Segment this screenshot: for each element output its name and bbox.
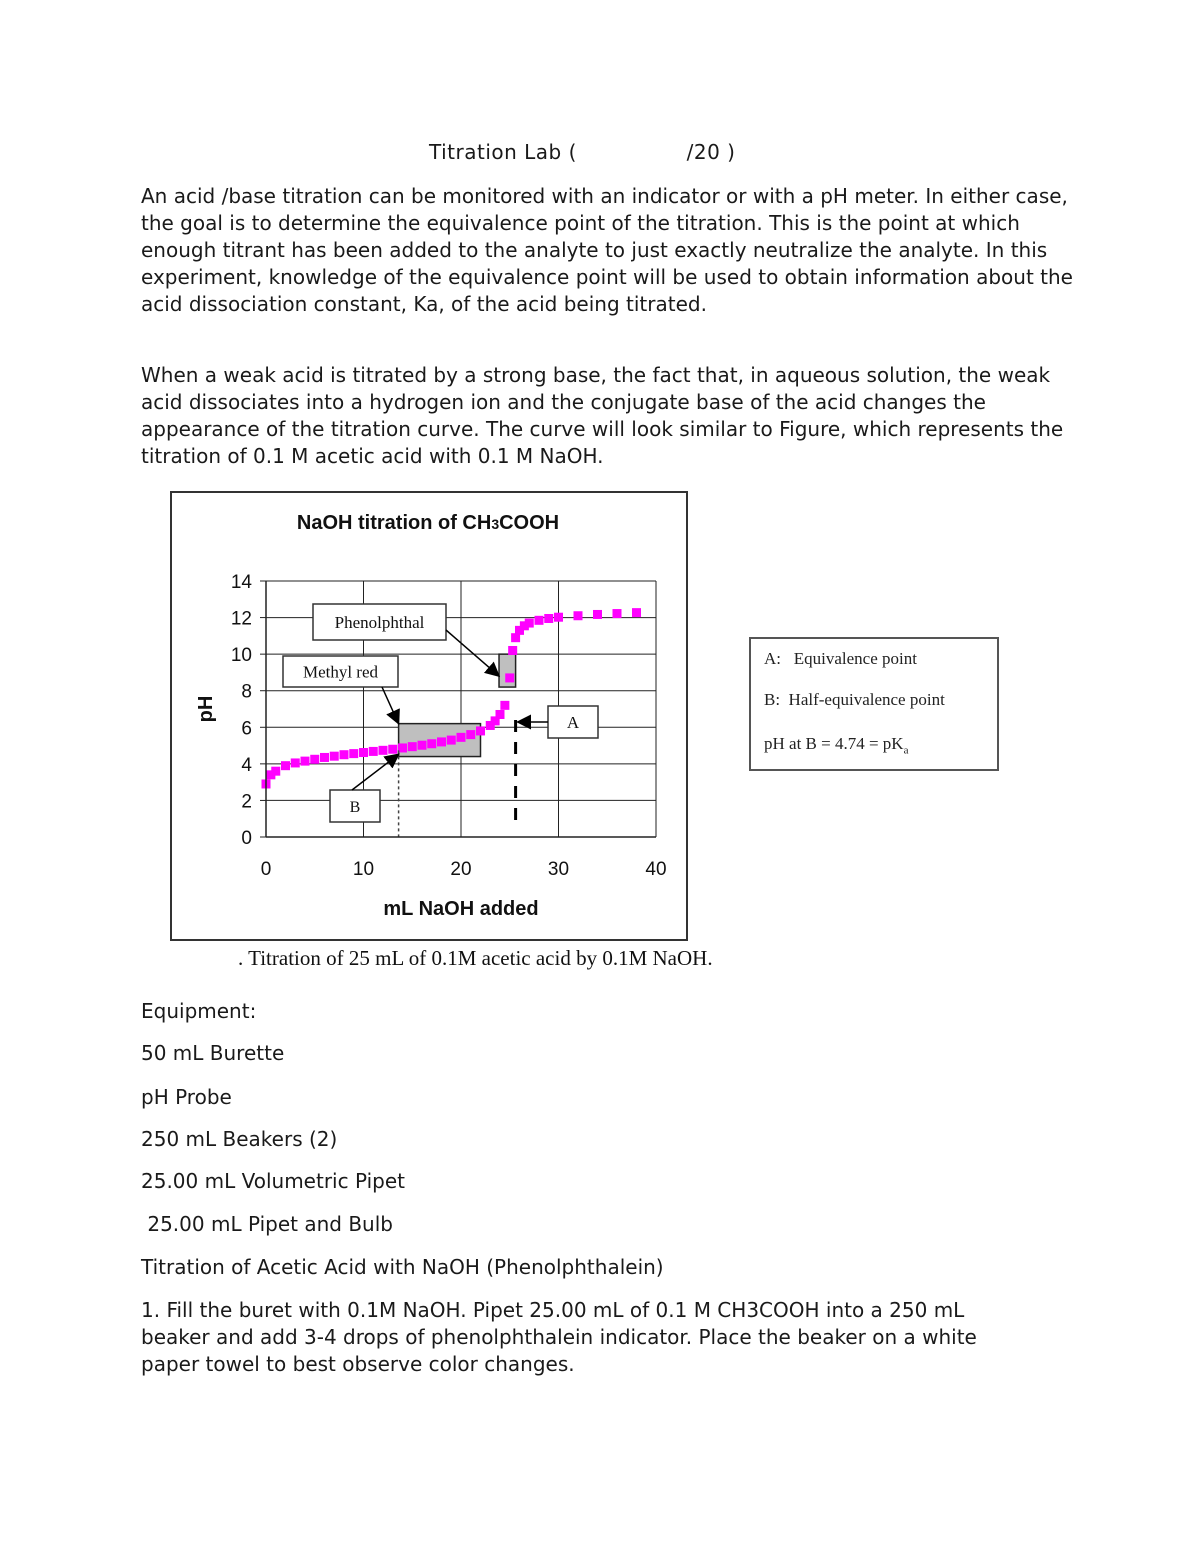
b-callout-label: B (349, 799, 361, 816)
y-tick-label: 2 (241, 791, 252, 813)
curve-point (349, 749, 358, 758)
curve-point (291, 758, 300, 767)
legend-box (749, 637, 999, 771)
curve-point (340, 750, 349, 759)
legend-pka-text: pH at B = 4.74 = pK (764, 734, 904, 753)
y-tick-label: 6 (241, 718, 252, 740)
curve-point (500, 701, 509, 710)
y-tick-label: 0 (241, 828, 252, 849)
curve-point (508, 646, 517, 655)
curve-point (632, 608, 641, 617)
curve-point (320, 753, 329, 762)
step-line: beaker and add 3-4 drops of phenolphthalein indicator. Place the beaker on a white (141, 1325, 977, 1349)
curve-point (359, 748, 368, 757)
curve-point (437, 737, 446, 746)
y-axis-label: pH (195, 695, 217, 723)
equipment-item: pH Probe (141, 1085, 232, 1109)
curve-point (466, 730, 475, 739)
legend-pka (764, 734, 908, 756)
x-axis-label: mL NaOH added (383, 898, 539, 920)
curve-point (613, 609, 622, 618)
weak-acid-paragraph: When a weak acid is titrated by a strong base, the fact that, in aqueous solution, the weak acid dissociates into a hydrogen ion and the conjugate base of the acid changes the appearance of the titration curve. The curve will look similar to Figure, which represents the titration of 0.1 M acetic acid with 0.1 M NaOH. (141, 363, 1064, 468)
phenolphthal-callout-label: Phenolphthal (334, 613, 425, 632)
curve-point (593, 610, 602, 619)
equipment-item: 25.00 mL Volumetric Pipet (141, 1169, 405, 1193)
equipment-item: 25.00 mL Pipet and Bulb (141, 1212, 393, 1236)
curve-point (301, 757, 310, 766)
x-tick-label: 0 (260, 859, 272, 880)
figure-caption: . Titration of 25 mL of 0.1M acetic acid by 0.1M NaOH. (238, 946, 713, 970)
x-tick-label: 20 (450, 859, 472, 880)
curve-point (408, 742, 417, 751)
intro-paragraph: An acid /base titration can be monitored with an indicator or with a pH meter. In either case, the goal is to determine the equivalence point of the titration. This is the point at which enough titrant has been added to the analyte to just exactly neutralize the analyte. In this experiment, knowledge of the equivalence point will be used to obtain information about the acid dissociation constant, Ka, of the acid being titrated. (141, 184, 1073, 316)
curve-point (281, 761, 290, 770)
curve-point (554, 613, 563, 622)
equipment-item: 50 mL Burette (141, 1041, 285, 1065)
legend-pka-sub: a (903, 744, 909, 757)
curve-point (418, 741, 427, 750)
section-heading: Titration of Acetic Acid with NaOH (Phenolphthalein) (141, 1255, 664, 1279)
y-tick-label: 12 (230, 608, 252, 630)
legend-half-equivalence: B: Half-equivalence point (764, 690, 945, 709)
curve-point (310, 755, 319, 764)
curve-point (574, 611, 583, 620)
figure-frame (171, 492, 687, 940)
curve-point (447, 736, 456, 745)
curve-point (271, 767, 280, 776)
step-line: 1. Fill the buret with 0.1M NaOH. Pipet 25.00 mL of 0.1 M CH3COOH into a 250 mL (141, 1298, 965, 1322)
x-tick-label: 10 (352, 859, 375, 880)
y-tick-label: 14 (230, 572, 252, 593)
curve-point (544, 614, 553, 623)
x-tick-label: 30 (547, 859, 570, 880)
curve-point (457, 733, 466, 742)
curve-point (388, 745, 397, 754)
methyl-red-callout-label: Methyl red (302, 662, 379, 682)
x-tick-label: 40 (645, 859, 667, 880)
document-title: Titration Lab ( /20 ) (429, 140, 736, 164)
y-tick-label: 10 (230, 645, 252, 667)
curve-point (379, 746, 388, 755)
curve-point (496, 710, 505, 719)
equipment-heading: Equipment: (141, 999, 257, 1023)
curve-point (330, 752, 339, 761)
chart-title: NaOH titration of CH3COOH (296, 512, 560, 534)
curve-point (535, 616, 544, 625)
legend-equivalence: A: Equivalence point (764, 649, 917, 668)
y-tick-label: 4 (241, 754, 252, 776)
curve-point (525, 619, 534, 628)
step-line: paper towel to best observe color changes. (141, 1352, 575, 1376)
curve-point (369, 747, 378, 756)
curve-point (427, 739, 436, 748)
curve-point (476, 726, 485, 735)
y-tick-label: 8 (241, 681, 252, 703)
equipment-item: 250 mL Beakers (2) (141, 1127, 338, 1151)
curve-point (505, 673, 514, 682)
a-callout-label: A (566, 713, 580, 732)
